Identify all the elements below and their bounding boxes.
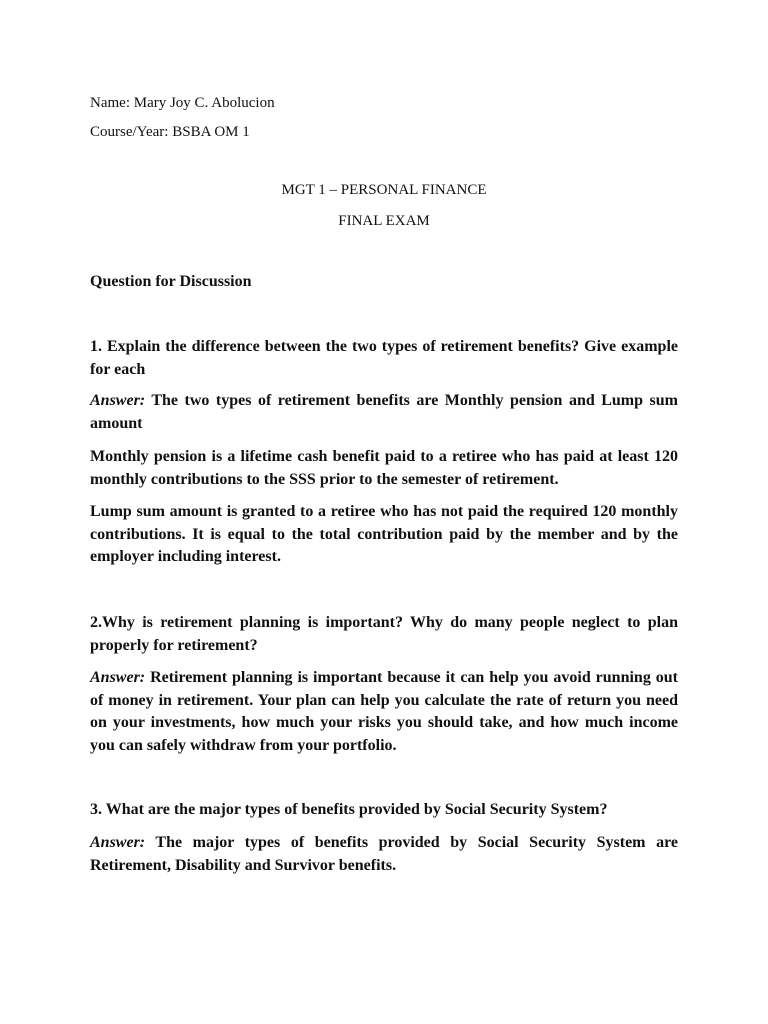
document-page xyxy=(90,0,678,1024)
answer-label: Answer: xyxy=(90,669,146,686)
course-title: MGT 1 – PERSONAL FINANCE xyxy=(281,182,487,198)
answer-1-paragraph-1: Monthly pension is a lifetime cash benefit paid to a retiree who has paid at least 120 monthly contributions to the SSS prior to the semester of retirement. xyxy=(90,448,678,488)
answer-2-text: Retirement planning is important because it can help you avoid running out of money in retirement. Your plan can help you calculate the rate of return you need on your investments, how much your risks you should take, and how much income you can safely withdraw from your portfolio. xyxy=(90,669,678,754)
answer-1-paragraph-2: Lump sum amount is granted to a retiree who has not paid the required 120 monthly contributions. It is equal to the total contribution paid by the member and by the employer including interest. xyxy=(90,503,678,565)
question-3: 3. What are the major types of benefits provided by Social Security System? xyxy=(90,801,608,818)
answer-1 xyxy=(90,390,678,435)
question-2: 2.Why is retirement planning is important? Why do many people neglect to plan properly for retirement? xyxy=(90,614,678,654)
course-year: Course/Year: BSBA OM 1 xyxy=(90,124,250,140)
section-title: Question for Discussion xyxy=(90,273,252,290)
answer-3-text: The major types of benefits provided by Social Security System are Retirement, Disability and Survivor benefits. xyxy=(90,834,678,874)
exam-title: FINAL EXAM xyxy=(338,213,430,229)
question-1: 1. Explain the difference between the two types of retirement benefits? Give example for each xyxy=(90,338,678,378)
answer-3 xyxy=(90,832,678,877)
student-name: Name: Mary Joy C. Abolucion xyxy=(90,95,275,111)
answer-label: Answer: xyxy=(90,834,146,851)
answer-2 xyxy=(90,667,678,757)
answer-label: Answer: xyxy=(90,392,146,409)
answer-1-text: The two types of retirement benefits are Monthly pension and Lump sum amount xyxy=(90,392,678,432)
